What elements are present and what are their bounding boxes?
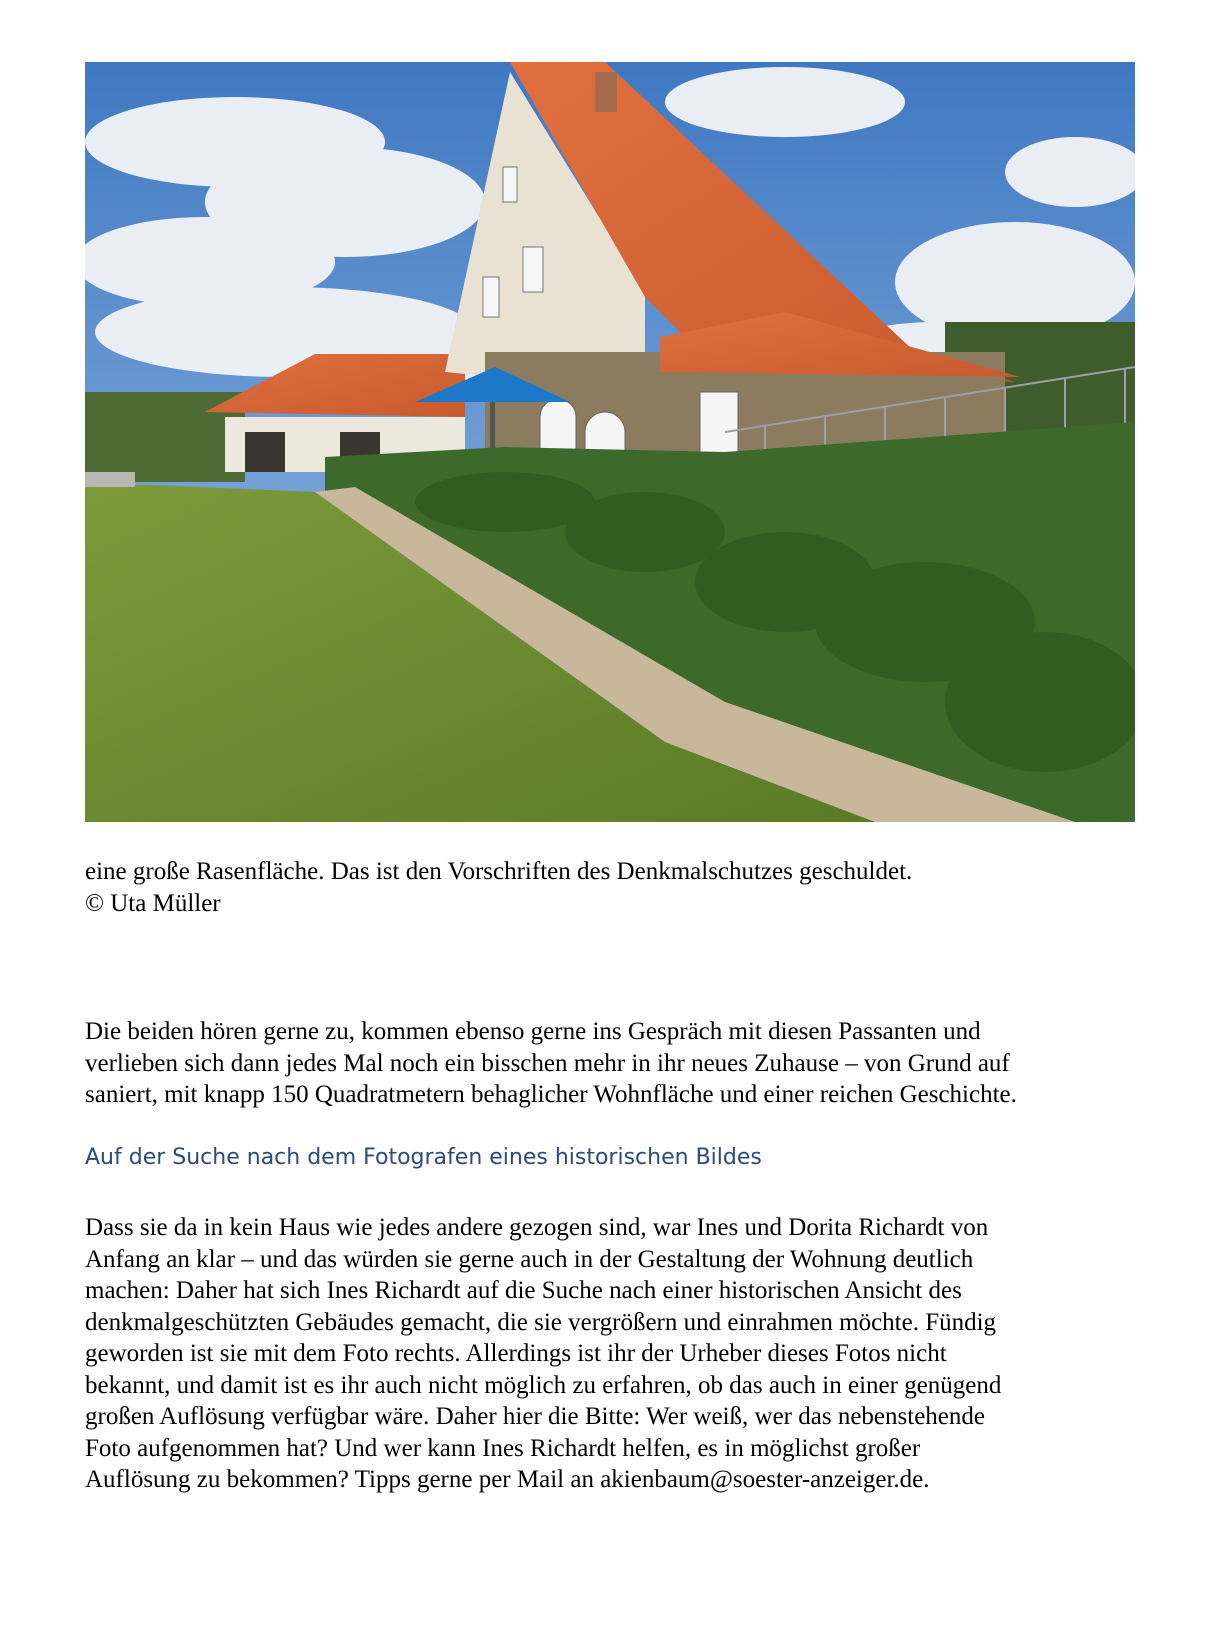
paragraph-line: großen Auflösung verfügbar wäre. Daher hier die Bitte: Wer weiß, wer das nebenstehende <box>85 1403 985 1430</box>
paragraph-line: Foto aufgenommen hat? Und wer kann Ines Richardt helfen, es in möglichst großer <box>85 1434 921 1462</box>
paragraph-line: saniert, mit knapp 150 Quadratmetern behaglicher Wohnfläche und einer reichen Geschichte. <box>85 1081 1017 1108</box>
photo-credit: © Uta Müller <box>85 890 221 917</box>
paragraph-line: Anfang an klar – und das würden sie gerne auch in der Gestaltung der Wohnung deutlich <box>85 1245 974 1273</box>
paragraph-line: bekannt, und damit ist es ihr auch nicht möglich zu erfahren, ob das auch in einer genügend <box>85 1371 1002 1399</box>
house-photo <box>85 62 1135 822</box>
paragraph-line: Auflösung zu bekommen? Tipps gerne per Mail an akienbaum@soester-anzeiger.de. <box>85 1466 930 1493</box>
paragraph-intro <box>85 1016 1145 1111</box>
section-heading: Auf der Suche nach dem Fotografen eines historischen Bildes <box>85 1145 762 1170</box>
paragraph-line: machen: Daher hat sich Ines Richardt auf die Suche nach einer historischen Ansicht des <box>85 1277 962 1304</box>
paragraph-line: Dass sie da in kein Haus wie jedes andere gezogen sind, war Ines und Dorita Richardt von <box>85 1214 989 1241</box>
paragraph-line: geworden ist sie mit dem Foto rechts. Allerdings ist ihr der Urheber dieses Fotos nicht <box>85 1340 947 1367</box>
caption-text: eine große Rasenfläche. Das ist den Vorschriften des Denkmalschutzes geschuldet. <box>85 858 913 885</box>
house-illustration <box>85 62 1135 822</box>
paragraph-line: Die beiden hören gerne zu, kommen ebenso gerne ins Gespräch mit diesen Passanten und <box>85 1018 981 1045</box>
paragraph-request <box>85 1212 1145 1496</box>
paragraph-line: denkmalgeschützten Gebäudes gemacht, die sie vergrößern und einrahmen möchte. Fündig <box>85 1308 997 1336</box>
paragraph-line: verlieben sich dann jedes Mal noch ein bisschen mehr in ihr neues Zuhause – von Grund auf <box>85 1049 1010 1077</box>
photo-caption <box>85 856 1145 920</box>
